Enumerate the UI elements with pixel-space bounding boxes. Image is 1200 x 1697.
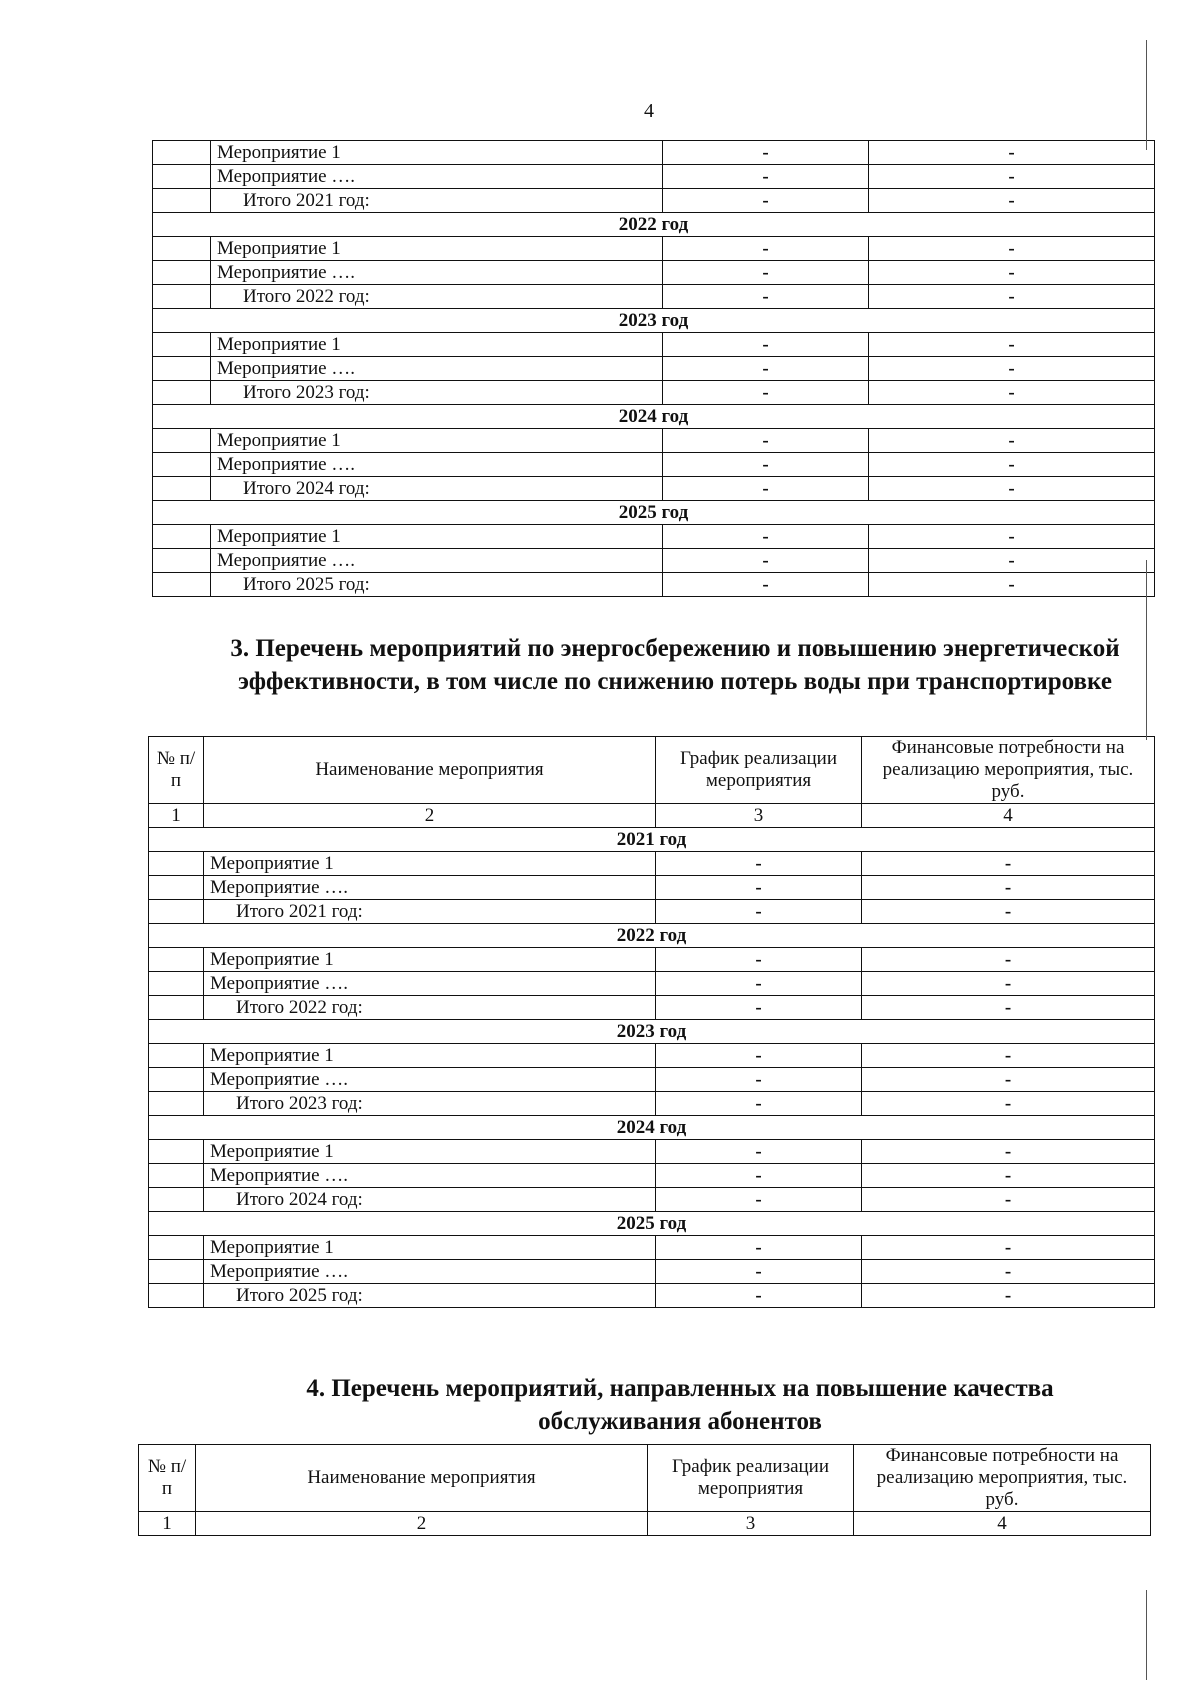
year-heading: 2024 год: [153, 405, 1155, 429]
finance-cell: -: [862, 1164, 1155, 1188]
row-number-cell: [153, 165, 211, 189]
scan-edge-mark: [1146, 560, 1147, 740]
finance-cell: -: [869, 165, 1155, 189]
column-index: 2: [196, 1512, 648, 1536]
activity-name: Мероприятие ….: [204, 1068, 656, 1092]
row-number-cell: [149, 876, 204, 900]
year-row: [153, 405, 1155, 429]
schedule-cell: -: [663, 357, 869, 381]
schedule-cell: -: [656, 1260, 862, 1284]
total-label: Итого 2025 год:: [211, 573, 663, 597]
row-number-cell: [149, 1284, 204, 1308]
table-row: [153, 453, 1155, 477]
table-row: [149, 1068, 1155, 1092]
page-number: 4: [644, 100, 654, 122]
header-schedule: График реализации мероприятия: [656, 737, 862, 804]
activity-name: Мероприятие ….: [204, 1260, 656, 1284]
table-row: [153, 357, 1155, 381]
table-row: [149, 1260, 1155, 1284]
row-number-cell: [149, 1260, 204, 1284]
schedule-cell: -: [656, 1236, 862, 1260]
activity-name: Мероприятие ….: [211, 261, 663, 285]
total-label: Итого 2024 год:: [211, 477, 663, 501]
schedule-cell: -: [663, 189, 869, 213]
header-schedule: График реализации мероприятия: [648, 1445, 854, 1512]
row-number-cell: [153, 261, 211, 285]
year-heading: 2024 год: [149, 1116, 1155, 1140]
schedule-cell: -: [656, 900, 862, 924]
row-number-cell: [153, 237, 211, 261]
row-number-cell: [153, 573, 211, 597]
header-name: Наименование мероприятия: [204, 737, 656, 804]
column-index: 4: [862, 804, 1155, 828]
schedule-cell: -: [656, 852, 862, 876]
finance-cell: -: [869, 285, 1155, 309]
activity-name: Мероприятие 1: [204, 948, 656, 972]
finance-cell: -: [862, 1068, 1155, 1092]
year-row: [153, 213, 1155, 237]
row-number-cell: [149, 1140, 204, 1164]
row-number-cell: [149, 1236, 204, 1260]
year-heading: 2021 год: [149, 828, 1155, 852]
activity-name: Мероприятие ….: [204, 876, 656, 900]
schedule-cell: -: [656, 1044, 862, 1068]
section3-title: 3. Перечень мероприятий по энергосбережению и повышению энергетической эффективности, в том числе по снижению потерь воды при транспортировке: [230, 635, 1120, 695]
activity-name: Мероприятие 1: [204, 852, 656, 876]
row-number-cell: [153, 333, 211, 357]
schedule-cell: -: [663, 333, 869, 357]
row-number-cell: [153, 477, 211, 501]
year-row: [153, 309, 1155, 333]
finance-cell: -: [862, 1140, 1155, 1164]
finance-cell: -: [869, 237, 1155, 261]
schedule-cell: -: [656, 972, 862, 996]
activity-name: Мероприятие ….: [211, 165, 663, 189]
row-number-cell: [149, 900, 204, 924]
finance-cell: -: [869, 549, 1155, 573]
table-row: [149, 1044, 1155, 1068]
activity-name: Мероприятие ….: [204, 1164, 656, 1188]
finance-cell: -: [862, 996, 1155, 1020]
activity-name: Мероприятие 1: [211, 525, 663, 549]
finance-cell: -: [869, 573, 1155, 597]
year-heading: 2023 год: [149, 1020, 1155, 1044]
header-finance: Финансовые потребности на реализацию мероприятия, тыс. руб.: [862, 737, 1155, 804]
header-finance: Финансовые потребности на реализацию мероприятия, тыс. руб.: [854, 1445, 1151, 1512]
finance-cell: -: [869, 381, 1155, 405]
year-row: [153, 501, 1155, 525]
scan-edge-mark: [1146, 1590, 1147, 1680]
total-row: [149, 1188, 1155, 1212]
row-number-cell: [149, 996, 204, 1020]
finance-cell: -: [869, 429, 1155, 453]
table-row: [149, 876, 1155, 900]
year-heading: 2022 год: [149, 924, 1155, 948]
row-number-cell: [149, 1092, 204, 1116]
finance-cell: -: [869, 453, 1155, 477]
year-row: [149, 1212, 1155, 1236]
schedule-cell: -: [663, 429, 869, 453]
total-label: Итого 2023 год:: [204, 1092, 656, 1116]
total-row: [149, 1284, 1155, 1308]
table-row: [149, 1236, 1155, 1260]
table-row: [149, 948, 1155, 972]
row-number-cell: [149, 1068, 204, 1092]
schedule-cell: -: [663, 165, 869, 189]
finance-cell: -: [862, 1092, 1155, 1116]
total-label: Итого 2021 год:: [211, 189, 663, 213]
schedule-cell: -: [656, 1164, 862, 1188]
column-index: 3: [656, 804, 862, 828]
finance-cell: -: [862, 948, 1155, 972]
row-number-cell: [153, 285, 211, 309]
activity-name: Мероприятие ….: [211, 357, 663, 381]
schedule-cell: -: [663, 141, 869, 165]
total-label: Итого 2021 год:: [204, 900, 656, 924]
header-num: № п/п: [149, 737, 204, 804]
column-index: 1: [139, 1512, 196, 1536]
table-row: [153, 141, 1155, 165]
finance-cell: -: [862, 1284, 1155, 1308]
row-number-cell: [153, 525, 211, 549]
table-header-row: [139, 1445, 1151, 1512]
column-index: 3: [648, 1512, 854, 1536]
year-row: [149, 1020, 1155, 1044]
activity-name: Мероприятие 1: [204, 1236, 656, 1260]
column-index: 4: [854, 1512, 1151, 1536]
schedule-cell: -: [656, 1092, 862, 1116]
row-number-cell: [153, 381, 211, 405]
table-section3: [148, 736, 1155, 1308]
total-row: [153, 285, 1155, 309]
row-number-cell: [149, 948, 204, 972]
total-label: Итого 2024 год:: [204, 1188, 656, 1212]
schedule-cell: -: [663, 477, 869, 501]
table-row: [149, 1140, 1155, 1164]
finance-cell: -: [862, 1188, 1155, 1212]
schedule-cell: -: [663, 261, 869, 285]
table-row: [153, 525, 1155, 549]
table-row: [153, 261, 1155, 285]
schedule-cell: -: [656, 948, 862, 972]
activity-name: Мероприятие 1: [211, 141, 663, 165]
table-header-row: [149, 737, 1155, 804]
row-number-cell: [149, 852, 204, 876]
row-number-cell: [153, 189, 211, 213]
finance-cell: -: [862, 972, 1155, 996]
table-row: [153, 333, 1155, 357]
activity-name: Мероприятие 1: [211, 333, 663, 357]
row-number-cell: [149, 1044, 204, 1068]
activity-name: Мероприятие ….: [211, 453, 663, 477]
activity-name: Мероприятие 1: [211, 429, 663, 453]
table-row: [149, 972, 1155, 996]
total-label: Итого 2023 год:: [211, 381, 663, 405]
finance-cell: -: [869, 477, 1155, 501]
row-number-cell: [153, 357, 211, 381]
schedule-cell: -: [656, 1140, 862, 1164]
total-row: [153, 189, 1155, 213]
finance-cell: -: [869, 357, 1155, 381]
table-row: [149, 1164, 1155, 1188]
column-index: 1: [149, 804, 204, 828]
total-label: Итого 2022 год:: [204, 996, 656, 1020]
total-row: [149, 996, 1155, 1020]
schedule-cell: -: [663, 525, 869, 549]
finance-cell: -: [862, 852, 1155, 876]
scan-edge-mark: [1146, 40, 1147, 150]
header-num: № п/п: [139, 1445, 196, 1512]
row-number-cell: [153, 141, 211, 165]
column-index: 2: [204, 804, 656, 828]
schedule-cell: -: [656, 876, 862, 900]
total-row: [153, 381, 1155, 405]
schedule-cell: -: [663, 453, 869, 477]
total-row: [149, 900, 1155, 924]
schedule-cell: -: [663, 549, 869, 573]
year-heading: 2022 год: [153, 213, 1155, 237]
activity-name: Мероприятие ….: [204, 972, 656, 996]
column-index-row: [139, 1512, 1151, 1536]
finance-cell: -: [869, 525, 1155, 549]
header-name: Наименование мероприятия: [196, 1445, 648, 1512]
section4-title: 4. Перечень мероприятий, направленных на повышение качества обслуживания абонентов: [306, 1375, 1054, 1435]
total-row: [153, 477, 1155, 501]
finance-cell: -: [862, 876, 1155, 900]
total-label: Итого 2022 год:: [211, 285, 663, 309]
year-row: [149, 1116, 1155, 1140]
schedule-cell: -: [656, 1188, 862, 1212]
row-number-cell: [149, 1188, 204, 1212]
schedule-cell: -: [663, 573, 869, 597]
row-number-cell: [153, 549, 211, 573]
year-heading: 2025 год: [153, 501, 1155, 525]
finance-cell: -: [869, 189, 1155, 213]
column-index-row: [149, 804, 1155, 828]
table-row: [153, 549, 1155, 573]
table-row: [153, 237, 1155, 261]
schedule-cell: -: [663, 285, 869, 309]
activity-name: Мероприятие 1: [211, 237, 663, 261]
finance-cell: -: [862, 1044, 1155, 1068]
row-number-cell: [153, 429, 211, 453]
table-section4: [138, 1444, 1151, 1536]
activity-name: Мероприятие 1: [204, 1044, 656, 1068]
table-row: [153, 429, 1155, 453]
row-number-cell: [153, 453, 211, 477]
table-section2-continuation: [152, 140, 1155, 597]
table-row: [149, 852, 1155, 876]
row-number-cell: [149, 1164, 204, 1188]
total-row: [149, 1092, 1155, 1116]
row-number-cell: [149, 972, 204, 996]
total-label: Итого 2025 год:: [204, 1284, 656, 1308]
finance-cell: -: [862, 1260, 1155, 1284]
finance-cell: -: [869, 333, 1155, 357]
schedule-cell: -: [656, 1284, 862, 1308]
year-row: [149, 924, 1155, 948]
finance-cell: -: [869, 261, 1155, 285]
year-heading: 2025 год: [149, 1212, 1155, 1236]
finance-cell: -: [869, 141, 1155, 165]
activity-name: Мероприятие ….: [211, 549, 663, 573]
year-heading: 2023 год: [153, 309, 1155, 333]
table-row: [153, 165, 1155, 189]
schedule-cell: -: [663, 381, 869, 405]
finance-cell: -: [862, 1236, 1155, 1260]
schedule-cell: -: [656, 996, 862, 1020]
year-row: [149, 828, 1155, 852]
finance-cell: -: [862, 900, 1155, 924]
total-row: [153, 573, 1155, 597]
activity-name: Мероприятие 1: [204, 1140, 656, 1164]
schedule-cell: -: [663, 237, 869, 261]
schedule-cell: -: [656, 1068, 862, 1092]
